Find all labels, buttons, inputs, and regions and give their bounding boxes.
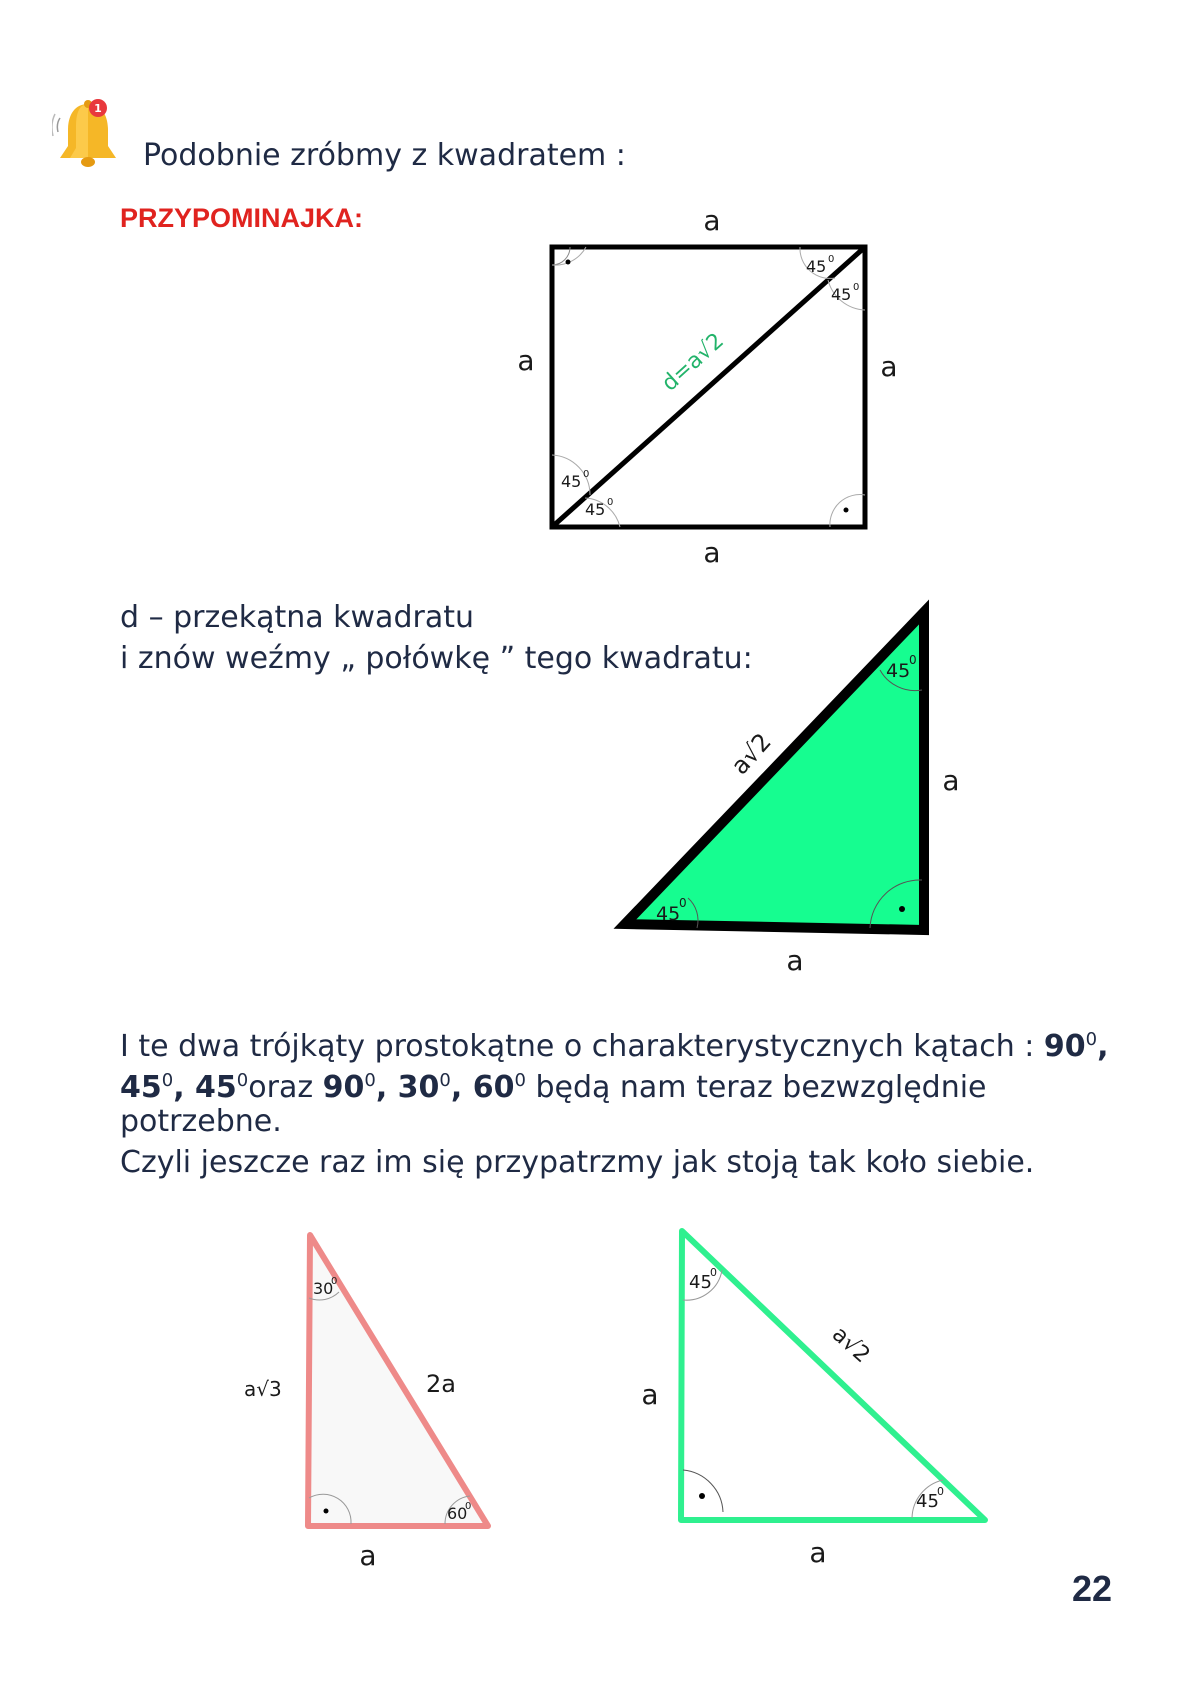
paragraph-line-1: I te dwa trójkąty prostokątne o charakterystycznych kątach : $90^0$,: [120, 1029, 1109, 1064]
side-label-bottom: a: [809, 1536, 827, 1569]
angle-label: 45: [689, 1272, 712, 1293]
svg-text:1: 1: [94, 102, 102, 115]
degree-mark: 0: [607, 497, 614, 508]
degree-mark: 0: [909, 653, 917, 667]
degree-mark: 0: [465, 1501, 472, 1512]
side-label-bottom: a: [786, 944, 804, 977]
outline-triangle: [681, 1231, 985, 1520]
angle-label: 45: [585, 500, 606, 519]
hyp-label: 2a: [426, 1370, 456, 1398]
angle-label: 60: [447, 1504, 468, 1523]
degree-mark: 0: [583, 469, 590, 480]
degree-mark: 0: [331, 1276, 338, 1287]
angle-label: 30: [313, 1279, 334, 1298]
side-label-right: a: [942, 764, 960, 797]
hyp-label: a√2: [826, 1321, 875, 1369]
angle-label: 45: [916, 1491, 939, 1512]
diagonal-label: d=a√2: [657, 328, 729, 397]
side-label-bottom: a: [359, 1539, 377, 1572]
square-side-right: a: [880, 350, 898, 383]
square-side-bottom: a: [703, 536, 721, 569]
angle-label: 45: [561, 472, 582, 491]
side-label-left: a√3: [244, 1377, 282, 1401]
paragraph-line-4: Czyli jeszcze raz im się przypatrzmy jak stoją tak koło siebie.: [120, 1145, 1035, 1180]
page-heading: Podobnie zróbmy z kwadratem :: [143, 138, 626, 173]
square-side-top: a: [703, 204, 721, 237]
degree-mark: 0: [937, 1485, 944, 1498]
paragraph-line-2: $45^0$, $45^0oraz$ $90^0$, $30^0$, $60^0$ będą nam teraz bezwzględnie: [120, 1070, 987, 1105]
side-label-left: a: [641, 1378, 659, 1411]
degree-mark: 0: [853, 282, 860, 293]
degree-mark: 0: [679, 896, 687, 910]
angle-label: 45: [886, 660, 911, 682]
angle-label: 45: [806, 257, 827, 276]
reminder-title: PRZYPOMINAJKA:: [120, 203, 364, 233]
degree-mark: 0: [828, 254, 835, 265]
angle-label: 45: [656, 903, 681, 925]
angle-label: 45: [831, 285, 852, 304]
degree-mark: 0: [710, 1266, 717, 1279]
hyp-label: a√2: [725, 727, 777, 781]
page-number: 22: [1072, 1568, 1113, 1609]
desc-line-1: d – przekątna kwadratu: [120, 600, 474, 635]
square-side-left: a: [517, 344, 535, 377]
desc-line-2: i znów weźmy „ połówkę ” tego kwadratu:: [120, 641, 753, 676]
paragraph-line-3: potrzebne.: [120, 1104, 282, 1139]
